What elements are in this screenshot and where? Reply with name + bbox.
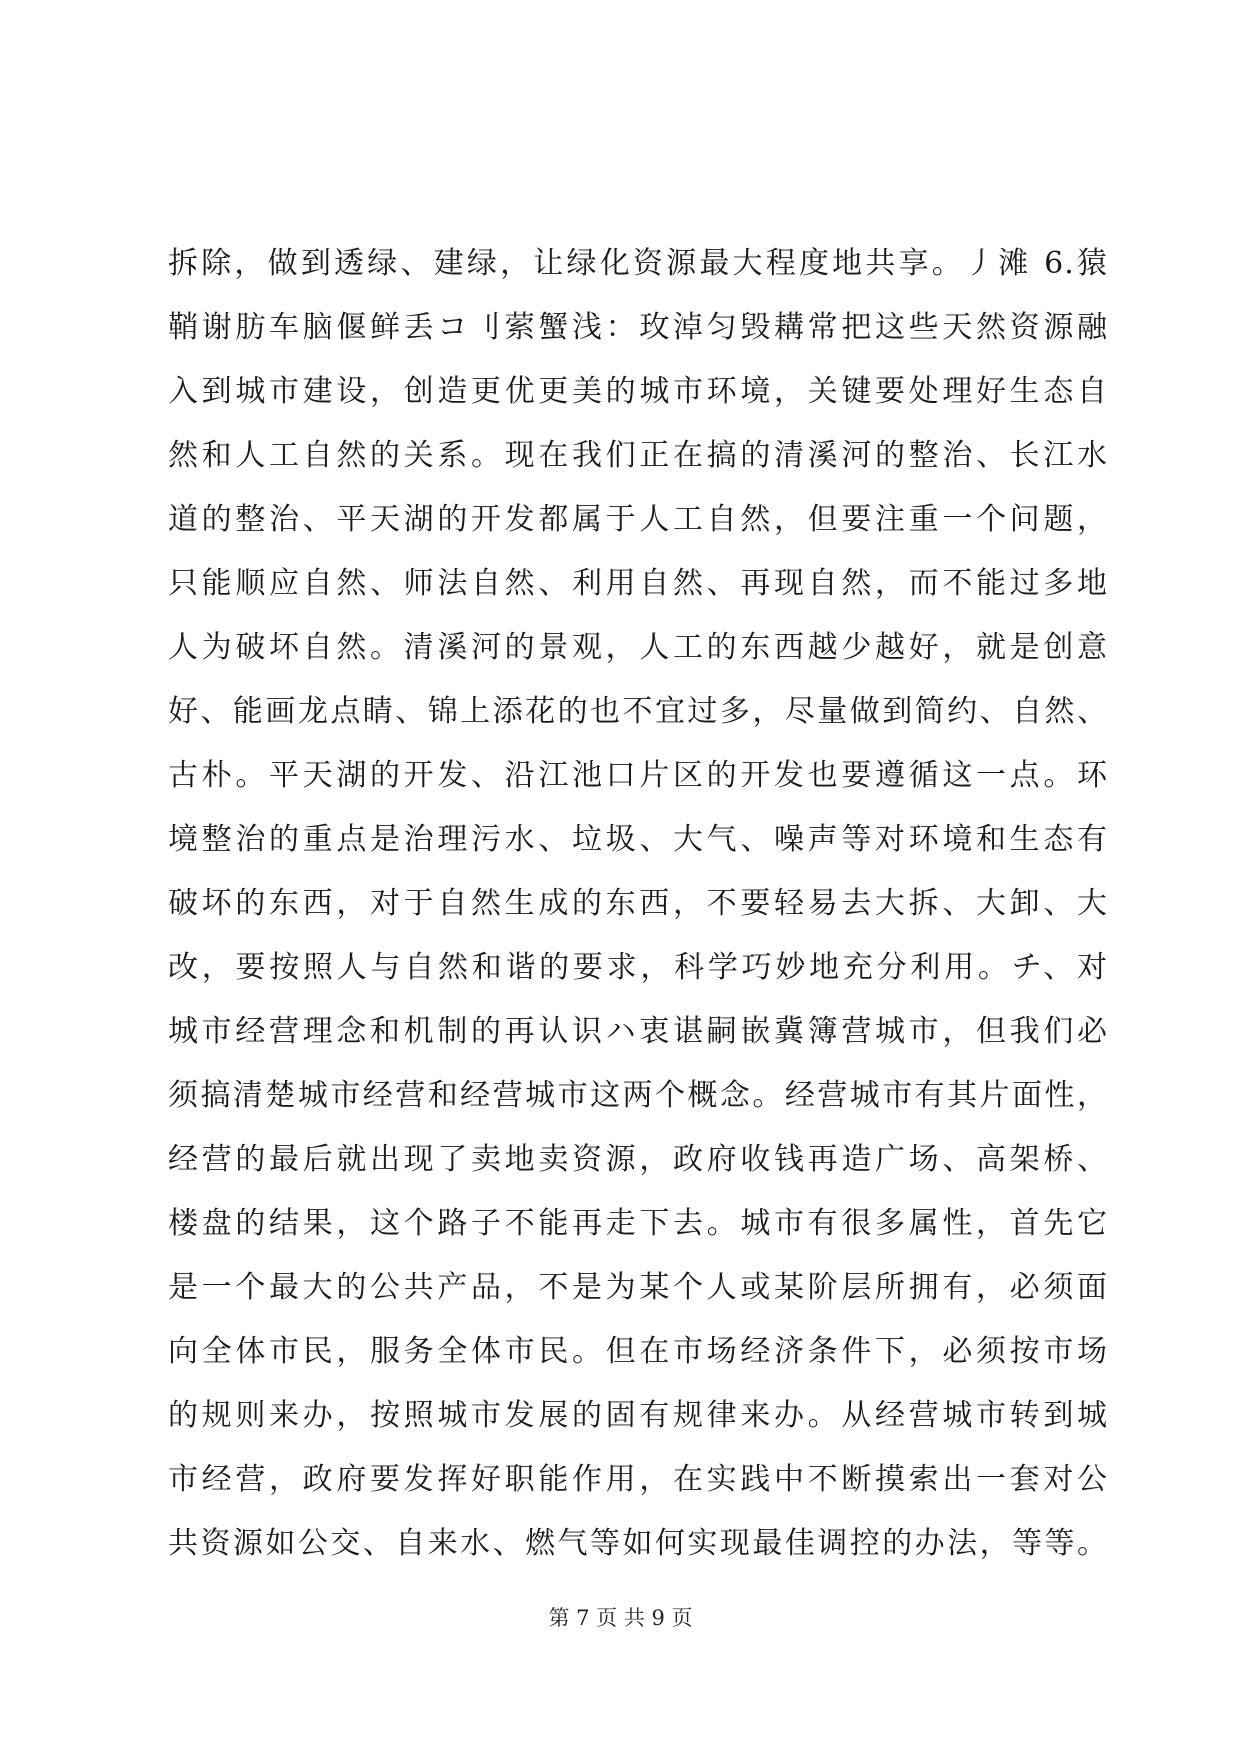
- text-line-1: 拆除，做到透绿、建绿，让绿化资源最大程度地共享。丿滩 6.猿: [168, 246, 1108, 281]
- text-line-11: 破坏的东西，对于自然生成的东西，不要轻易去大拆、大卸、大: [168, 886, 1108, 921]
- text-line-3: 入到城市建设，创造更优更美的城市环境，关键要处理好生态自: [168, 374, 1108, 409]
- text-line-12: 改，要按照人与自然和谐的要求，科学巧妙地充分利用。チ、对: [168, 950, 1108, 985]
- text-line-2: 鞘谢肪车脑偃鲜丢コ刂萦蟹浅：玫淖匀毁耩常把这些天然资源融: [168, 310, 1108, 345]
- text-line-15: 经营的最后就出现了卖地卖资源，政府收钱再造广场、高架桥、: [168, 1142, 1108, 1177]
- page-number-footer: 第 7 页 共 9 页: [548, 1606, 693, 1630]
- text-line-20: 市经营，政府要发挥好职能作用，在实践中不断摸索出一套对公: [168, 1462, 1108, 1497]
- body-text: [168, 232, 1108, 1576]
- text-line-6: 只能顺应自然、师法自然、利用自然、再现自然，而不能过多地: [168, 566, 1108, 601]
- text-line-14: 须搞清楚城市经营和经营城市这两个概念。经营城市有其片面性，: [168, 1078, 1108, 1113]
- text-line-17: 是一个最大的公共产品，不是为某个人或某阶层所拥有，必须面: [168, 1270, 1108, 1305]
- text-line-18: 向全体市民，服务全体市民。但在市场经济条件下，必须按市场: [168, 1334, 1108, 1369]
- text-line-7: 人为破坏自然。清溪河的景观，人工的东西越少越好，就是创意: [168, 630, 1108, 665]
- text-line-9: 古朴。平天湖的开发、沿江池口片区的开发也要遵循这一点。环: [168, 758, 1108, 793]
- text-line-21: 共资源如公交、自来水、燃气等如何实现最佳调控的办法，等等。: [168, 1526, 1108, 1561]
- text-line-4: 然和人工自然的关系。现在我们正在搞的清溪河的整治、长江水: [168, 438, 1108, 473]
- text-line-10: 境整治的重点是治理污水、垃圾、大气、噪声等对环境和生态有: [168, 822, 1108, 857]
- text-line-8: 好、能画龙点睛、锦上添花的也不宜过多，尽量做到简约、自然、: [168, 694, 1108, 729]
- text-line-16: 楼盘的结果，这个路子不能再走下去。城市有很多属性，首先它: [168, 1206, 1108, 1241]
- text-line-5: 道的整治、平天湖的开发都属于人工自然，但要注重一个问题，: [168, 502, 1108, 537]
- text-line-13: 城市经营理念和机制的再认识ハ衷谌嗣嵌冀簿营城市，但我们必: [168, 1014, 1108, 1049]
- text-line-19: 的规则来办，按照城市发展的固有规律来办。从经营城市转到城: [168, 1398, 1108, 1433]
